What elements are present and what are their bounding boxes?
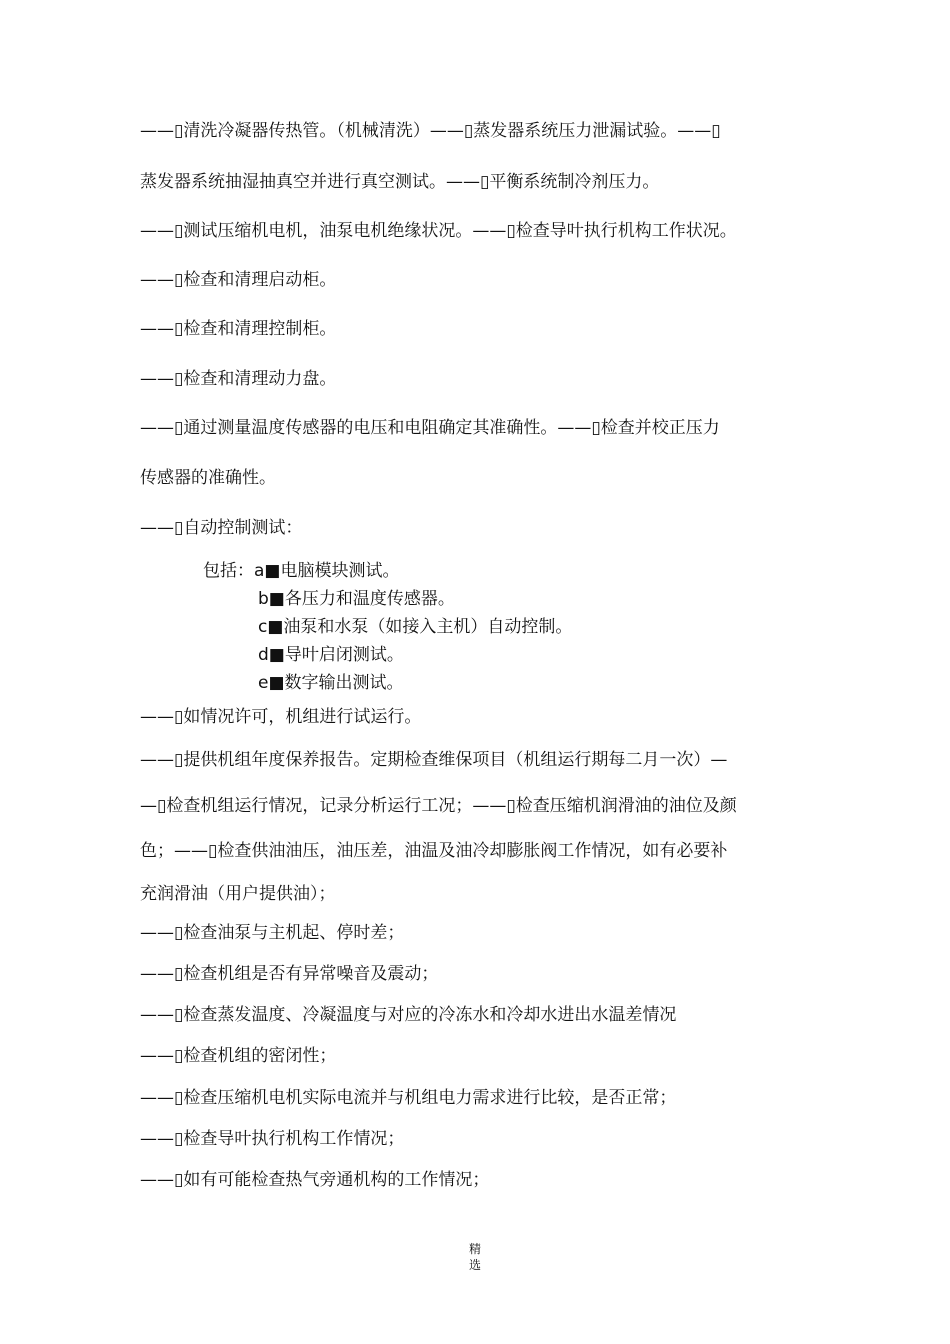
text-line: ——▯提供机组年度保养报告。定期检查维保项目（机组运行期每二月一次）— — [140, 750, 728, 770]
text-line: ——▯检查和清理动力盘。 — [140, 369, 337, 389]
text-line: —▯检查机组运行情况，记录分析运行工况；——▯检查压缩机润滑油的油位及颜 — [140, 796, 737, 816]
footer-text: 选 — [468, 1258, 481, 1272]
text-line: ——▯检查机组的密闭性； — [140, 1046, 337, 1066]
text-line: ——▯如情况许可，机组进行试运行。 — [140, 707, 422, 727]
text-line: ——▯如有可能检查热气旁通机构的工作情况； — [140, 1170, 490, 1190]
text-line: ——▯测试压缩机电机，油泵电机绝缘状况。——▯检查导叶执行机构工作状况。 — [140, 221, 737, 241]
list-item: b■各压力和温度传感器。 — [258, 589, 455, 609]
text-line: 传感器的准确性。 — [140, 468, 276, 488]
footer-text: 精 — [468, 1242, 481, 1256]
text-line: ——▯检查和清理控制柜。 — [140, 319, 337, 339]
text-line: ——▯检查导叶执行机构工作情况； — [140, 1129, 405, 1149]
text-line: 蒸发器系统抽湿抽真空并进行真空测试。——▯平衡系统制冷剂压力。 — [140, 172, 660, 192]
text-line: ——▯检查和清理启动柜。 — [140, 270, 337, 290]
list-item: d■导叶启闭测试。 — [258, 645, 404, 665]
list-item: e■数字输出测试。 — [258, 673, 404, 693]
text-line: 色；——▯检查供油油压，油压差，油温及油冷却膨胀阀工作情况，如有必要补 — [140, 841, 728, 861]
text-line: ——▯检查蒸发温度、冷凝温度与对应的冷冻水和冷却水进出水温差情况 — [140, 1005, 677, 1025]
text-line: ——▯自动控制测试： — [140, 518, 303, 538]
text-line: ——▯检查油泵与主机起、停时差； — [140, 923, 405, 943]
text-line: ——▯检查机组是否有异常噪音及震动； — [140, 964, 439, 984]
list-intro: 包括：a■电脑模块测试。 — [203, 561, 400, 581]
list-item: c■油泵和水泵（如接入主机）自动控制。 — [258, 617, 573, 637]
text-line: ——▯清洗冷凝器传热管。（机械清洗）——▯蒸发器系统压力泄漏试验。——▯ — [140, 121, 721, 141]
text-line: ——▯检查压缩机电机实际电流并与机组电力需求进行比较，是否正常； — [140, 1088, 677, 1108]
text-line: ——▯通过测量温度传感器的电压和电阻确定其准确性。——▯检查并校正压力 — [140, 418, 720, 438]
text-line: 充润滑油（用户提供油）； — [140, 884, 336, 904]
